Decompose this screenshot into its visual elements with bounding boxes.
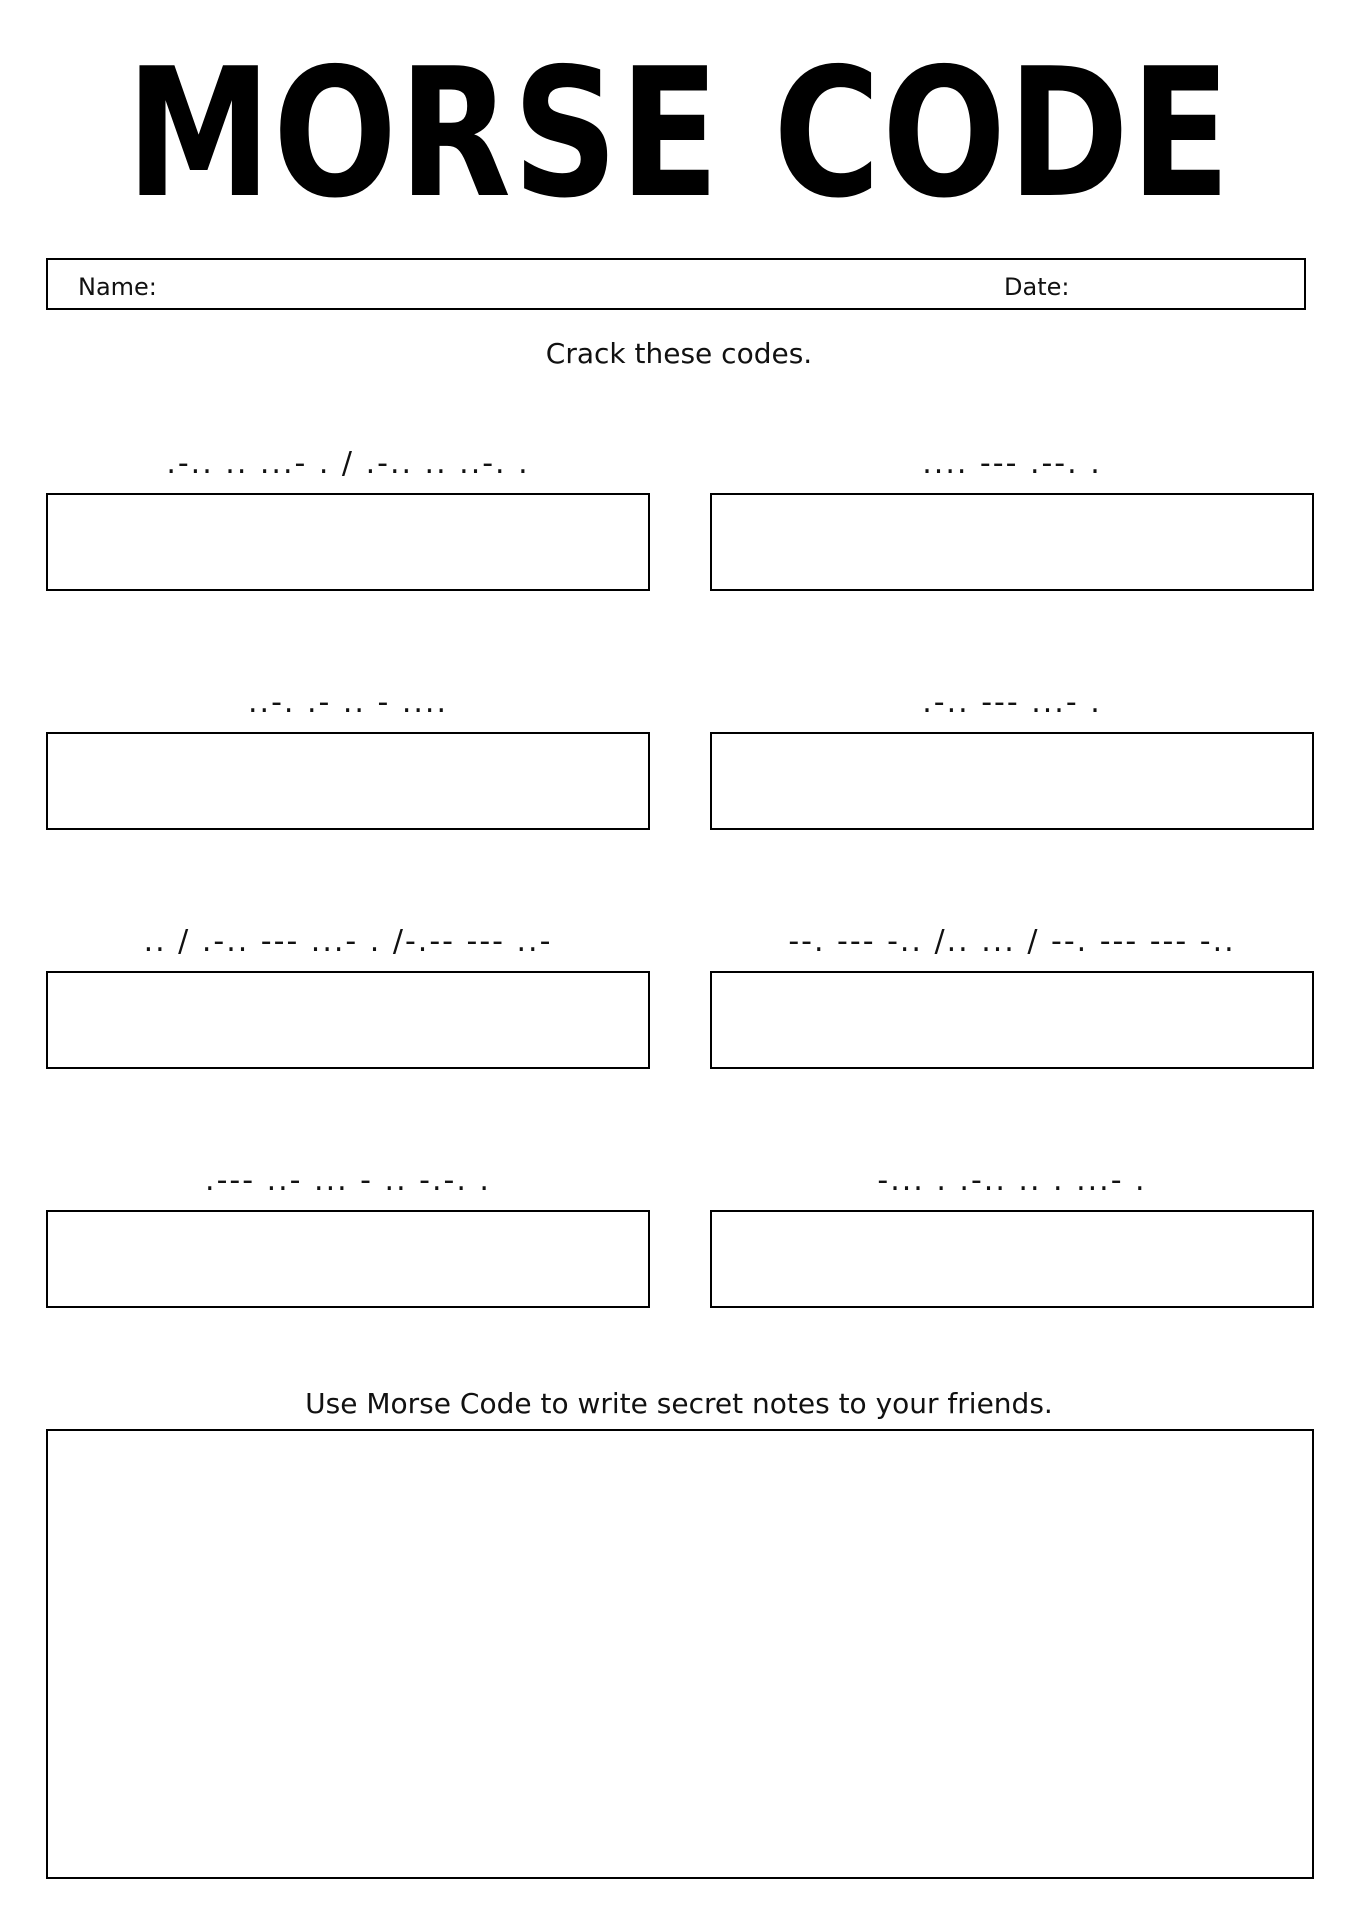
morse-code-8: -... . .-.. .. . ...- . — [877, 1163, 1147, 1198]
answer-box-8[interactable] — [710, 1210, 1314, 1308]
morse-code-4: .-.. --- ...- . — [922, 685, 1102, 720]
answer-box-4[interactable] — [710, 732, 1314, 830]
crack-instruction: Crack these codes. — [545, 337, 813, 370]
morse-code-1: .-.. .. ...- . / .-.. .. ..-. . — [166, 446, 530, 481]
page-title: MORSE CODE — [126, 30, 1232, 237]
morse-code-7: .--- ..- ... - .. -.-. . — [205, 1163, 491, 1198]
answer-box-5[interactable] — [46, 971, 650, 1069]
morse-code-6: --. --- -.. /.. ... / --. --- --- -.. — [788, 924, 1236, 959]
morse-code-3: ..-. .- .. - .... — [248, 685, 448, 720]
date-label: Date: — [1004, 273, 1070, 301]
morse-code-5: .. / .-.. --- ...- . /-.-- --- ..- — [143, 924, 553, 959]
name-date-field-box[interactable] — [46, 258, 1306, 310]
answer-box-1[interactable] — [46, 493, 650, 591]
answer-box-2[interactable] — [710, 493, 1314, 591]
notes-instruction: Use Morse Code to write secret notes to your friends. — [305, 1387, 1053, 1420]
morse-code-2: .... --- .--. . — [922, 446, 1102, 481]
answer-box-7[interactable] — [46, 1210, 650, 1308]
secret-notes-box[interactable] — [46, 1429, 1314, 1879]
name-label: Name: — [78, 273, 157, 301]
answer-box-6[interactable] — [710, 971, 1314, 1069]
answer-box-3[interactable] — [46, 732, 650, 830]
